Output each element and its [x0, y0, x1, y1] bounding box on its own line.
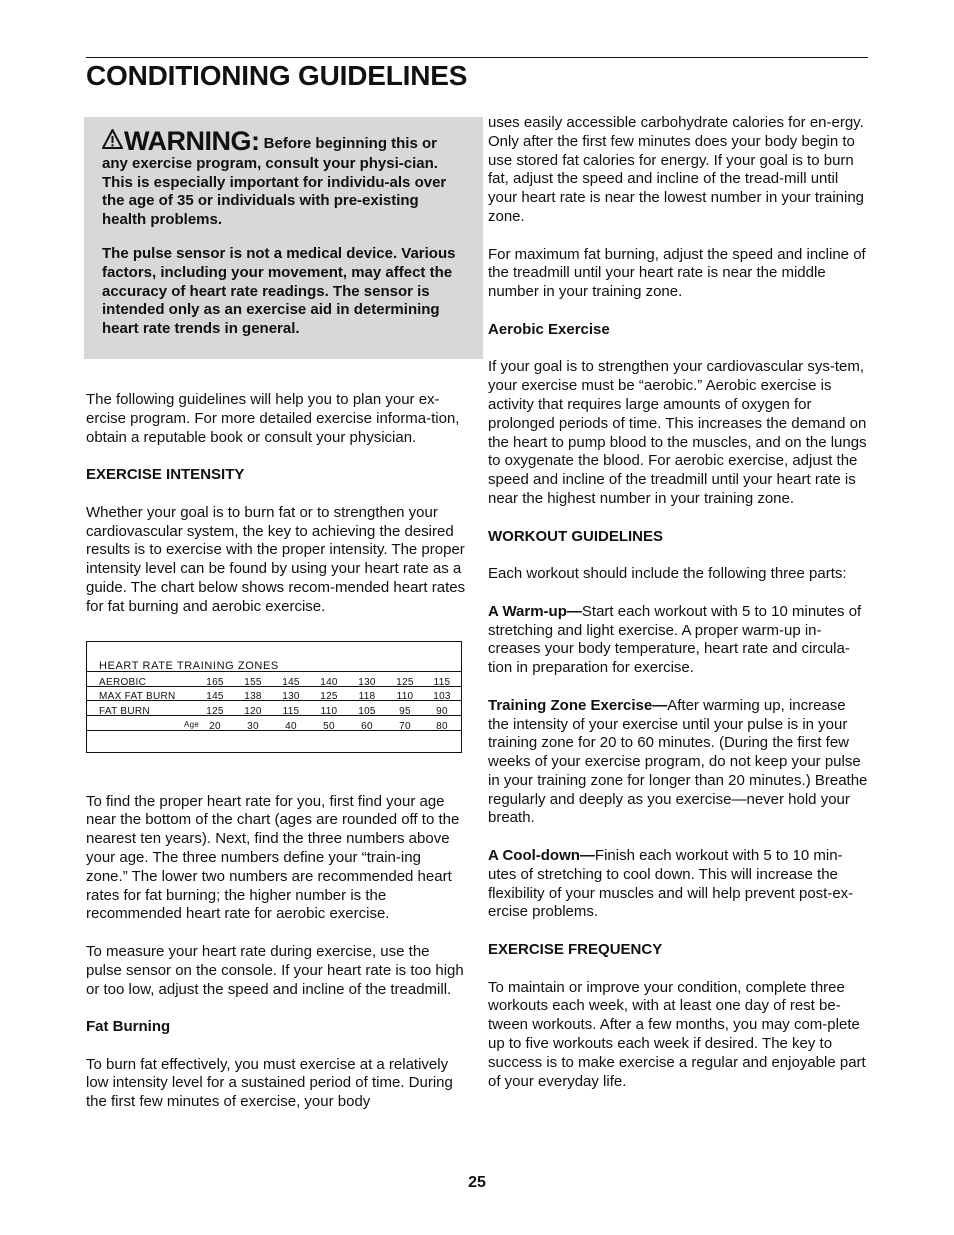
age-cell: 60 [361, 720, 373, 732]
table-row [87, 686, 461, 701]
age-cell: 40 [285, 720, 297, 732]
intro-text: The following guidelines will help you to plan your ex-ercise program. For more detailed exercise informa-tion, obtain a reputable book or consult your physician. [86, 390, 460, 446]
warm-up-text: Start each workout with 5 to 10 minutes of stretching and light exercise. A proper warm-up in-creases your body temperature, heart rate and circula-tion in preparation for exercise. [488, 602, 862, 677]
table-cell: 138 [244, 690, 262, 702]
table-row [87, 671, 461, 687]
age-cell: 50 [323, 720, 335, 732]
cool-down-label: A Cool-down— [488, 847, 595, 865]
page-title: CONDITIONING GUIDELINES [86, 60, 468, 91]
pulse-sensor-note: The pulse sensor is not a medical device. Various factors, including your movement, may affect the accuracy of heart rate readings. The sensor is intended only as an exercise aid in determining heart rate trends in general. [102, 244, 456, 338]
table-cell: 118 [358, 690, 376, 702]
training-zone-label: Training Zone Exercise— [488, 696, 668, 714]
fat-burning-text: To burn fat effectively, you must exercise at a relatively low intensity level for a sustained period of time. During the first few minutes of exercise, your body [86, 1055, 453, 1111]
training-zone-paragraph [488, 697, 870, 829]
row-label: AEROBIC [99, 676, 147, 688]
table-cell: 115 [282, 705, 300, 717]
warning-paragraph [102, 126, 465, 230]
table-cell: 105 [358, 705, 376, 717]
table-cell: 125 [396, 676, 414, 688]
table-cell: 155 [244, 676, 262, 688]
top-rule [86, 57, 868, 58]
warning-heading: WARNING: [124, 126, 260, 156]
warm-up-label: A Warm-up— [488, 602, 582, 620]
table-cell: 125 [320, 690, 338, 702]
age-cell: 70 [399, 720, 411, 732]
left-column [86, 117, 466, 1131]
page-number: 25 [468, 1174, 486, 1191]
measure-heart-rate-text: To measure your heart rate during exercise, use the pulse sensor on the console. If your heart rate is too high or too low, adjust the speed and incline of the treadmill. [86, 942, 464, 998]
warning-lead-text: Before beginning this or any exercise program, consult your physi-cian. This is especially important for individu-als over the age of 35 or individuals with pre-existing health problems. [102, 135, 447, 229]
table-cell: 90 [436, 705, 448, 717]
heart-rate-table-title: HEART RATE TRAINING ZONES [99, 659, 279, 672]
heart-rate-table [86, 641, 462, 753]
max-fat-burning-text: For maximum fat burning, adjust the speed and incline of the treadmill until your heart rate is near the middle number in your training zone. [488, 245, 866, 301]
table-cell: 165 [206, 676, 224, 688]
fat-burning-heading: Fat Burning [86, 1018, 171, 1036]
age-cell: 30 [247, 720, 259, 732]
fat-burning-continued-text: uses easily accessible carbohydrate calories for en-ergy. Only after the first few minutes does your body begin to use stored fat calories for energy. If your goal is to burn fat, adjust the speed and incline of the tread-mill until your heart rate is near the lowest number in your training zone. [488, 114, 865, 225]
table-cell: 110 [320, 705, 338, 717]
exercise-intensity-text: Whether your goal is to burn fat or to strengthen your cardiovascular system, the key to achieving the desired results is to exercise with the proper intensity. The proper intensity level can be found by using your heart rate as a guide. The chart below shows recom-mended heart rates for fat burning and aerobic exercise. [86, 503, 466, 615]
table-cell: 140 [320, 676, 338, 688]
table-cell: 145 [206, 690, 224, 702]
aerobic-exercise-heading: Aerobic Exercise [488, 320, 610, 338]
age-row [87, 716, 461, 731]
table-cell: 145 [282, 676, 300, 688]
age-cell: 80 [436, 720, 448, 732]
aerobic-exercise-text: If your goal is to strengthen your cardiovascular sys-tem, your exercise must be “aerobic.” Aerobic exercise is activity that requires large amounts of oxygen for prolonged periods of time. This increases the demand on the heart to pump blood to the muscles, and on the lungs to oxygenate the blood. For aerobic exercise, adjust the speed and incline of the treadmill until your heart rate is near the highest number in your training zone. [488, 358, 867, 507]
table-cell: 130 [358, 676, 376, 688]
table-cell: 125 [206, 705, 224, 717]
table-cell: 95 [399, 705, 411, 717]
table-row [87, 701, 461, 716]
right-column [488, 114, 870, 1110]
age-label: Age [184, 719, 200, 729]
warning-box [84, 117, 483, 359]
warning-triangle-icon [102, 129, 123, 155]
table-cell: 115 [433, 676, 451, 688]
workout-guidelines-heading: WORKOUT GUIDELINES [488, 527, 663, 545]
age-cell: 20 [209, 720, 221, 732]
cool-down-paragraph [488, 847, 870, 922]
exercise-frequency-text: To maintain or improve your condition, complete three workouts each week, with at least one day of rest be-tween workouts. After a few months, you may com-plete up to five workouts each week if desired. The key to success is to make exercise a regular and enjoyable part of your everyday life. [488, 978, 866, 1090]
training-zone-text: After warming up, increase the intensity of your exercise until your pulse is in your training zone for 20 to 60 minutes. (During the first few weeks of your exercise program, do not keep your pulse in your training zone for longer than 20 minutes.) Breathe regularly and deeply as you exercise—never hold your breath. [488, 696, 868, 827]
warm-up-paragraph [488, 603, 870, 678]
row-label: FAT BURN [99, 705, 150, 717]
exercise-frequency-heading: EXERCISE FREQUENCY [488, 941, 663, 959]
table-cell: 103 [433, 690, 451, 702]
table-cell: 120 [244, 705, 262, 717]
row-label: MAX FAT BURN [99, 690, 176, 702]
exercise-intensity-heading: EXERCISE INTENSITY [86, 466, 245, 484]
cool-down-text: Finish each workout with 5 to 10 min-utes of stretching to cool down. This will increase the flexibility of your muscles and will help prevent post-ex-ercise problems. [488, 847, 854, 921]
table-cell: 110 [396, 690, 414, 702]
workout-guidelines-text: Each workout should include the following three parts: [488, 565, 847, 583]
table-cell: 130 [282, 690, 300, 702]
find-heart-rate-text: To find the proper heart rate for you, first find your age near the bottom of the chart (ages are rounded off to the nearest ten years). Next, find the three numbers above your age. The three numbers define your “train-ing zone.” The lower two numbers are recommended heart rates for fat burning; the higher number is the recommended heart rate for aerobic exercise. [86, 792, 460, 923]
